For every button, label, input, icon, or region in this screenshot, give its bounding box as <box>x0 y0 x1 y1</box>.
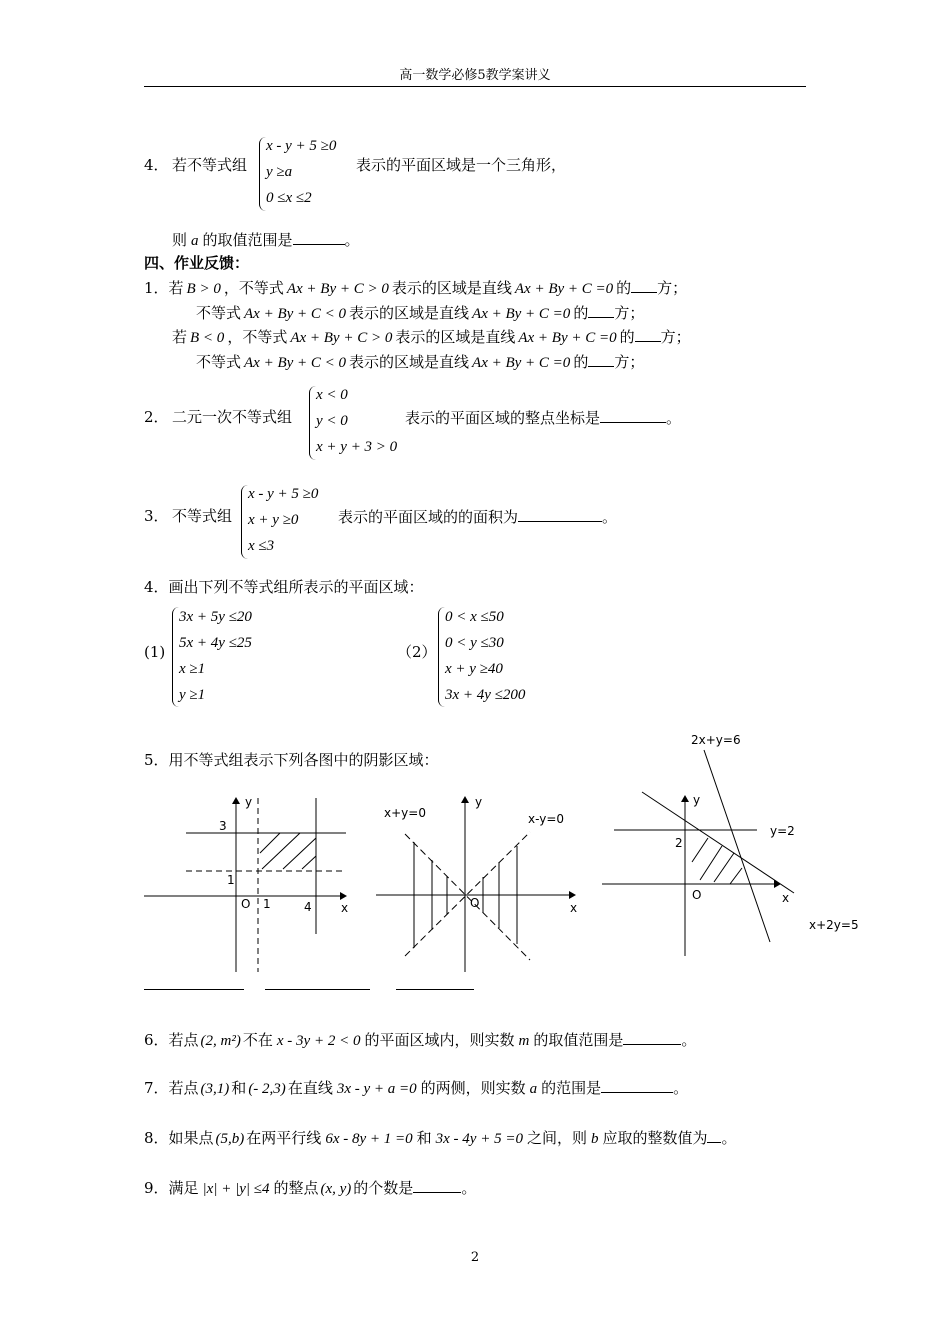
q3-ineq-1: x - y + 5 ≥0 <box>248 486 319 502</box>
q7-line: 7．若点 (3,1) 和 (- 2,3) 在直线 3x - y + a =0 的两侧，则实数 a 的范围是 。 <box>144 1079 689 1097</box>
fig3-y-label: y <box>693 793 701 807</box>
q2-ineq-3: x + y + 3 > 0 <box>316 439 398 455</box>
fig2-origin: O <box>470 896 480 910</box>
q4-sub2-ineq-4: 3x + 4y ≤200 <box>445 687 526 703</box>
q4-sub1-ineq-3: x ≥1 <box>179 661 206 677</box>
q3-number: 3． <box>144 507 169 525</box>
fig3-label-2x-plus-y: 2x+y=6 <box>691 733 741 747</box>
q2-number: 2． <box>144 408 169 426</box>
q8-line: 8．如果点 (5,b) 在两平行线 6x - 8y + 1 =0 和 3x - 4y + 5 =0 之间，则 b 应取的整数值为 。 <box>144 1129 737 1147</box>
q3-ineq-2: x + y ≥0 <box>248 512 299 528</box>
fig1-tick-4: 4 <box>304 900 312 914</box>
fig3-label-x-plus-2y: x+2y=5 <box>809 918 859 932</box>
fig1-tick-1y: 1 <box>227 873 235 887</box>
fig2-label-x-plus-y: x+y=0 <box>384 806 426 820</box>
fig1-tick-1x: 1 <box>263 897 271 911</box>
q9-line: 9．满足 |x| + |y| ≤4 的整点 (x, y) 的个数是 。 <box>144 1179 477 1197</box>
fig1-answer-line[interactable] <box>144 989 244 990</box>
q4-sub2-label: （2） <box>397 643 437 661</box>
fig2-x-label: x <box>570 901 578 915</box>
q4-sub1-ineq-4: y ≥1 <box>179 687 206 703</box>
q2-lead: 二元一次不等式组 <box>172 408 293 426</box>
figure-3 <box>602 750 794 956</box>
q2-ineq-1: x < 0 <box>316 387 348 403</box>
q5-line: 5．用不等式组表示下列各图中的阴影区域： <box>144 751 439 769</box>
p4-lead: 若不等式组 <box>172 156 248 174</box>
q2-tail: 表示的平面区域的整点坐标是 。 <box>405 409 682 427</box>
page-number: 2 <box>470 1250 480 1265</box>
p4-ineq-2: y ≥a <box>266 164 293 180</box>
p4-line2: 则 a 的取值范围是 。 <box>172 231 360 249</box>
q6-line: 6．若点 (2, m²) 不在 x - 3y + 2 < 0 的平面区域内，则实数 m 的取值范围是 。 <box>144 1031 697 1049</box>
figure-1 <box>144 798 349 972</box>
q4-sub2-ineq-1: 0 < x ≤50 <box>445 609 504 625</box>
fig1-tick-3: 3 <box>219 819 227 833</box>
fig2-answer-line[interactable] <box>265 989 370 990</box>
page-header: 高一数学必修5教学案讲义 <box>399 68 551 83</box>
fig3-origin: O <box>692 888 702 902</box>
q3-lead: 不等式组 <box>172 507 233 525</box>
q4-sub2-ineq-2: 0 < y ≤30 <box>445 635 504 651</box>
fig3-answer-line[interactable] <box>396 989 474 990</box>
p4-tail: 表示的平面区域是一个三角形， <box>356 156 567 174</box>
q4-sub1-ineq-2: 5x + 4y ≤25 <box>179 635 252 651</box>
p4-ineq-1: x - y + 5 ≥0 <box>266 138 337 154</box>
q4-sub2-ineq-3: x + y ≥40 <box>445 661 503 677</box>
fig3-label-y2: y=2 <box>770 824 795 838</box>
fig2-label-x-minus-y: x-y=0 <box>528 812 565 826</box>
fig1-origin: O <box>241 897 251 911</box>
section-title: 四、作业反馈： <box>144 254 250 272</box>
q3-tail: 表示的平面区域的的面积为 。 <box>338 508 618 526</box>
q1-line3: 若 B < 0 ，不等式 Ax + By + C > 0 表示的区域是直线 Ax + By + C =0 的 方； <box>172 328 691 346</box>
q1-line1: 1．若 B > 0 ，不等式 Ax + By + C > 0 表示的区域是直线 Ax + By + C =0 的 方； <box>144 279 688 297</box>
fig3-tick-2: 2 <box>675 836 683 850</box>
q1-line4: 不等式 Ax + By + C < 0 表示的区域是直线 Ax + By + C =0 的 方； <box>196 353 645 371</box>
q1-line2: 不等式 Ax + By + C < 0 表示的区域是直线 Ax + By + C =0 的 方； <box>196 304 645 322</box>
q2-ineq-2: y < 0 <box>316 413 348 429</box>
fig1-x-label: x <box>341 901 349 915</box>
fig1-y-label: y <box>245 795 253 809</box>
q3-ineq-3: x ≤3 <box>248 538 275 554</box>
q4-sub1-label: (1) <box>144 643 166 661</box>
q4-line: 4．画出下列不等式组所表示的平面区域： <box>144 578 424 596</box>
q4-sub1-ineq-1: 3x + 5y ≤20 <box>179 609 252 625</box>
fig3-x-label: x <box>782 891 790 905</box>
p4-number: 4． <box>144 156 169 174</box>
fig2-y-label: y <box>475 795 483 809</box>
p4-ineq-3: 0 ≤x ≤2 <box>266 190 312 206</box>
